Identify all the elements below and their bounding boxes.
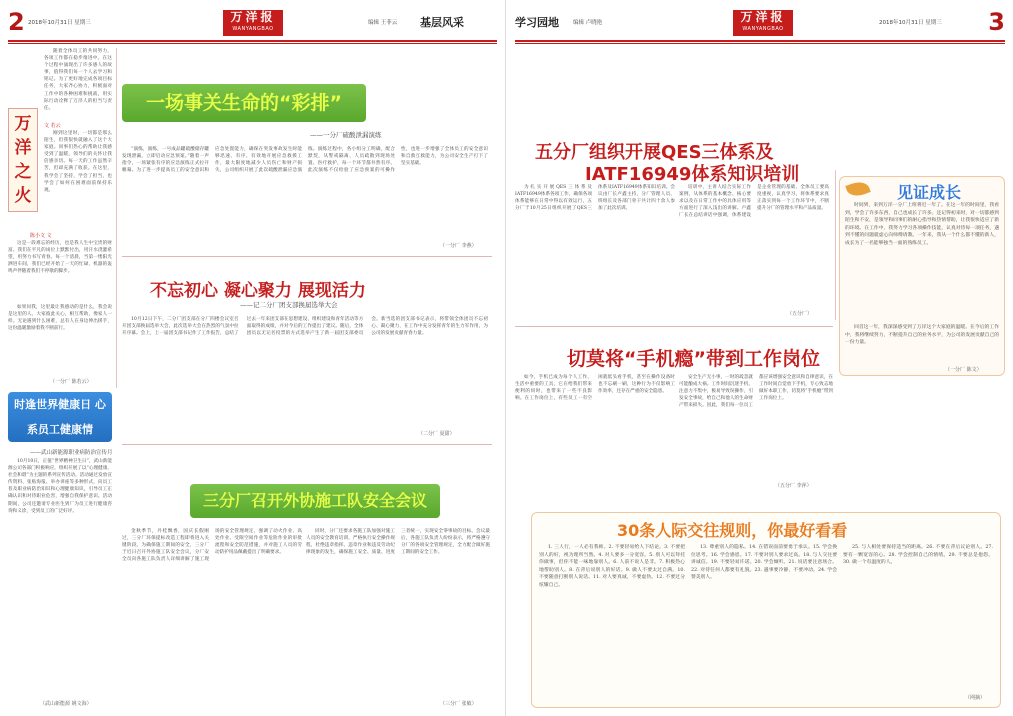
growth-sign: （一分厂 陈文） (945, 367, 982, 373)
banner-subtitle-drill: ——一分厂硫酸泄漏演练 (310, 131, 382, 139)
page-header (515, 8, 1005, 38)
page-number: 3 (988, 8, 1005, 36)
header-rule-thin (8, 43, 497, 44)
date-line: 2018年10月31日 星期三 (879, 20, 942, 26)
date-line: 2018年10月31日 星期三 (28, 20, 91, 26)
col1-sign: （一分厂 陈若云） (50, 379, 92, 385)
qes-sign: （五分厂） (787, 311, 813, 317)
page-number: 2 (8, 8, 25, 36)
drill-body: “演练，演练，一号成品罐硫酸储存罐发现泄漏，立即启动应急预案。”随着一声指令，一场紧张有序的应急演练正式拉开帷幕。为了进一步提高员工的安全意识和应急处置能力，确保在突发事故发生时能够迅速、有序、有效地开展应急救援工作，最大限度地减少人员伤亡和财产损失，公司组织开展了此次硫酸泄漏应急演练。演练过程中，各小组分工明确，配合默契，从警戒隔离、人员疏散到现场处置、医疗救护，每一个环节都井然有序。此次演练不仅检验了应急预案的可操作性，也进一步增强了全体员工的安全意识和自救互救能力，为公司安全生产打下了坚实基础。 (122, 147, 488, 174)
banner-subtitle-health: ——武山新能源职业病防治宣传月 (30, 450, 113, 456)
article-banner-drill: 一场事关生命的“彩排” (122, 84, 366, 122)
header-rule (515, 40, 1005, 42)
col1-body2: 刚到这里时，一切都是那么陌生，但我很快就融入了这个大家庭。同事们热心的帮助让我感受到了温暖，领导们的关怀让我倍感亲切。每一天的工作虽然辛苦，但却充满了收获。在这里，我学会了坚持，学会了担当，也学会了如何在困难面前保持乐观。 (44, 131, 112, 193)
article-subtitle-youth: ——记二分厂团支部换届选举大会 (240, 301, 338, 309)
masthead-logo: 万洋报 WANYANGBAO (223, 10, 283, 36)
health-body: 10月10日，正值“世界精神卫生日”，武山新能源公司各部门积极响应，组织开展了以“心理健康、社会和谐”为主题的系列宣传活动。活动通过发放宣传资料、张贴海报、举办讲座等多种形式，向员工普及职业病防治知识和心理健康知识，引导员工正确认识和对待职业危害，增强自我保护意识。活动期间，公司还邀请专业医生到厂为员工进行健康咨询和义诊，受到员工的广泛好评。 (8, 459, 112, 514)
masthead-logo: 万洋报 WANYANGBAO (733, 10, 793, 36)
col1-note: 陈小文 文 (30, 233, 52, 239)
article-title-qes-line2: IATF16949体系知识培训 (585, 164, 800, 185)
section-divider-2 (122, 444, 492, 445)
column-divider (835, 170, 836, 320)
editor-line: 编辑 卢晓艳 (573, 20, 603, 26)
phone-body: 如今，手机已成为每个人工作、生活中重要的工具，它在给我们带来便利的同时，也带来了一些不良影响。在工作岗位上，有些员工一有空闲就低头看手机，甚至在操作设备时也不忘刷一刷，这种行为不仅影响工作效率，还存在严重的安全隐患。 (515, 375, 675, 402)
col1-intro: 随着全体员工的共同努力，各项工作都在稳步推进中。在这个过程中涌现出了许多感人的故事，值得我们每一个人去学习和铭记。为了更好地完成各项目标任务，大家齐心协力，积极面对工作中的各种困难和挑战，用实际行动诠释了万洋人的担当与责任。 (44, 49, 112, 111)
rules-col-3: 25. 与人相处要保持适当的距离。26. 不要在背后议论别人。27. 要有一颗宽容的心。28. 学会控制自己的情绪。29. 不要总是抱怨。30. 做一个有温度的人。 (843, 545, 993, 566)
rules-title: 30条人际交往规则，你最好看看 (617, 521, 848, 540)
youth-sign: （二分厂 夏甜） (418, 431, 455, 437)
col1-body3: 这是一段难忘的经历，也是我人生中宝贵的财富。我们在平凡的岗位上默默付出，用汗水浇灌希望，用努力书写青春。每一个清晨，当第一缕阳光洒进车间，我们已经开始了一天的忙碌，机器的轰鸣声伴随着我们不停歇的脚步。 (8, 241, 112, 275)
page-header (8, 8, 497, 38)
vertical-title: 万 洋 之 火 (8, 108, 38, 212)
growth-body: 时间到，来到万洋一分厂上班将近一年了。在这一年的时间里，我看到，学会了许多东西，自己也成长了许多。还记得初来时，对一切都感到陌生和不安，是领导和同事们的耐心指导和热情帮助，让我很快适应了新的环境。在工作中，我努力学习各项操作技能，认真对待每一项任务，遇到不懂的问题就虚心向师傅请教。一年来，我从一个什么都不懂的新人，成长为了一名能够独当一面的熟练员工。 (845, 203, 999, 246)
section-divider (515, 326, 833, 327)
growth-heading: 见证成长 (897, 183, 962, 202)
header-rule (8, 40, 497, 42)
rules-sign: （网摘） (965, 695, 986, 701)
health-sign: （武山新能源 姚文海） (40, 701, 92, 707)
article-banner-health: 时逢世界健康日 心系员工健康情 (8, 392, 112, 442)
qes-body: 为扎实开展QES三体系及IATF16949体系各项工作，确保各项体系能够在日常中得以有效运行，五分厂于10月25日组织开展了QES三体系及IATF16949体系知识培训。会议由厂长卢鑫主持，分厂管理人员、班组长及各部门骨干共计四十余人参加了此次培训。 (515, 185, 675, 212)
rules-col-2: 13. 尊重别人的隐私。14. 在错误面前要勇于承认。15. 学会换位思考。16. 学会感恩。17. 不要对别人要求过高。18. 与人交往要讲诚信。19. 不要轻易许诺。20. 学会倾听。21. 说话要注意场合。22. 对待任何人都要有礼貌。23. 遇事要冷静，不要冲动。24. 学会赞美别人。 (691, 545, 837, 581)
article-title-phone: 切莫将“手机瘾”带到工作岗位 (567, 348, 820, 370)
contractor-sign: （三分厂 张敏） (440, 701, 477, 707)
column-divider (116, 48, 117, 388)
article-title-youth: 不忘初心 凝心聚力 展现活力 (150, 281, 366, 301)
article-banner-contractor: 三分厂召开外协施工队安全会议 (190, 484, 440, 518)
rules-col-1: 1. 三人行，一人必有我师。2. 不要轻易给人下结论。3. 不要把别人的好，视为理所当然。4. 对人要多一分宽容。5. 别人可以拜托你做事，但你不能一味地靠别人。6. 人前不说人是非。7. 积极热心地帮助别人。8. 在背后说别人的好话。9. 做人不要太过自满。10. 不要随意打断别人说话。11. 对人要真诚，不要虚伪。12. 不要过分炫耀自己。 (539, 545, 685, 588)
qes-body-2: 培训中，主讲人结合实际工作案例，从体系的基本概念、核心要求以及在日常工作中的具体应用等方面进行了深入浅出的讲解。卢鑫厂长在总结讲话中强调，体系建设是企业管理的基础，全体员工要高度重视，认真学习，将体系要求真正落实到每一个工作环节中，不断提升分厂的管理水平和产品质量。 (679, 185, 829, 219)
article-title-qes: 五分厂组织开展QES三体系及 (535, 142, 774, 163)
phone-sign: （五分厂 李萍） (775, 483, 812, 489)
page-2 (0, 0, 506, 716)
drill-sign: （一分厂 李燕） (440, 243, 477, 249)
youth-body: 10月12日下午，二分厂团支部在分厂四楼会议室召开团支部换届选举大会，此次选举大会在热烈的气氛中拉开序幕。会上，上一届团支部书记作了工作报告，总结了过去一年来团支部在思想建设、组织建设和青年活动等方面取得的成绩，并对今后的工作提出了建议。随后，全体团员以无记名投票的方式选举产生了新一届团支部委员会。新当选的团支部书记表示，将带领全体团员不忘初心、凝心聚力，在工作中充分发挥青年的生力军作用，为公司的发展贡献青春力量。 (122, 317, 488, 337)
growth-body-2: 回首这一年，我深深感受到了万洋这个大家庭的温暖。在今后的工作中，我将继续努力，不断提升自己的业务水平，为公司的发展贡献自己的一份力量。 (845, 325, 999, 346)
contractor-body-2: 同时，分厂还要求各施工队加强对施工人员的安全教育培训，严格执行安全操作规程，杜绝违章指挥、违章作业和违反劳动纪律现象的发生，确保施工安全、质量、进度三者统一，实现安全零事故的目标。会议最后，各施工队负责人纷纷表示，将严格遵守分厂的各项安全管理规定，全力配合做好施工期间的安全工作。 (306, 529, 490, 556)
section-title: 学习园地 (515, 16, 559, 29)
phone-body-2: 安全生产无小事，一时的疏忽就可能酿成大祸。工作时间沉迷手机，注意力不集中，极易导致误操作，引发安全事故，给自己和他人的生命财产带来损失。因此，我们每一位员工都应该增强安全意识和自律意识，在工作时间自觉放下手机，专心致志地做好本职工作，切莫将“手机瘾”带到工作岗位上。 (679, 375, 833, 409)
vertical-author: 文 若云 (44, 123, 61, 129)
contractor-body: 金秋季节，丹桂飘香，国庆长假刚过，三分厂环保提标改造工程即将进入关键阶段。为确保施工期间的安全，三分厂于近日召开外协施工队安全会议，分厂安全员向各施工队负责人详细讲解了施工现场的安全管理规定，强调了动火作业、高处作业、受限空间作业等危险作业的审批流程和安全防范措施，并对施工人员的劳动防护用品佩戴提出了明确要求。 (122, 529, 302, 563)
editor-line: 编辑 王菲云 (368, 20, 398, 26)
section-divider (122, 256, 492, 257)
col1-body4: 如果问我，这里最让我感动的是什么，我会说是这里的人。大家彼此关心，相互帮助，像家人一样。无论遇到什么困难，总有人在身边伸出援手，这份温暖激励着我不断前行。 (8, 305, 112, 332)
header-rule-thin (515, 43, 1005, 44)
page-3 (507, 0, 1013, 716)
section-title: 基层风采 (420, 16, 464, 29)
